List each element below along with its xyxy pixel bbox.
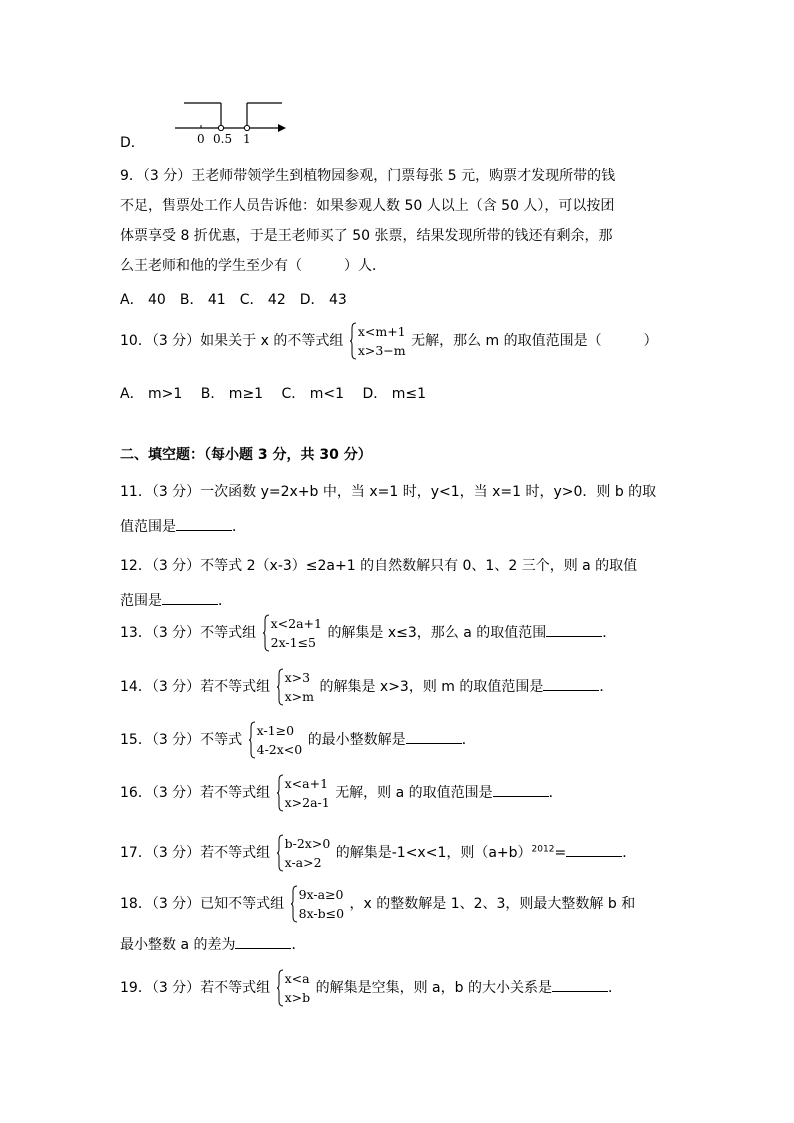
q15-post: 的最小整数解是 xyxy=(307,732,406,748)
q19-answer-blank[interactable] xyxy=(552,977,608,992)
q19-inequality-system xyxy=(276,969,311,1007)
q9-options: A． 40 B． 41 C． 42 D． 43 xyxy=(120,292,347,308)
brace-icon xyxy=(276,834,284,872)
q14-row-2: x>m xyxy=(284,689,315,704)
q18-answer-blank[interactable] xyxy=(235,934,291,949)
q15-row-2: 4-2x<0 xyxy=(256,742,303,757)
q9-line-4-post: ）人． xyxy=(344,258,386,274)
q13-inequality-system xyxy=(262,614,322,652)
q9-line-3: 体票享受 8 折优惠，于是王老师买了 50 张票，结果发现所带的钱还有剩余，那 xyxy=(120,228,613,244)
q19-row-2: x>b xyxy=(284,990,311,1005)
q13-row-2: 2x-1≤5 xyxy=(270,635,317,650)
brace-icon xyxy=(276,668,284,706)
q19-pre: 19．（3 分）若不等式组 xyxy=(120,980,271,996)
q12-line-2 xyxy=(120,590,232,611)
q10-pre: 10．（3 分）如果关于 x 的不等式组 xyxy=(120,333,344,349)
q11-line-2-post: ． xyxy=(232,519,246,535)
brace-icon xyxy=(276,969,284,1007)
q12-line-1: 12．（3 分）不等式 2（x-3）≤2a+1 的自然数解只有 0、1、2 三个，则 a 的取值 xyxy=(120,558,638,574)
q10-row-2: x>3−m xyxy=(357,343,406,358)
q17-post: 的解集是-1<x<1，则（a+b） xyxy=(335,845,532,861)
q13-pre: 13．（3 分）不等式组 xyxy=(120,625,257,641)
q10-options: A． m>1 B． m≥1 C． m<1 D． m≤1 xyxy=(120,386,426,402)
q11-line-2 xyxy=(120,516,246,537)
q16-line xyxy=(120,774,563,812)
q18-line-2 xyxy=(120,934,305,955)
q11-answer-blank[interactable] xyxy=(176,516,232,531)
tick-label-0: 0 xyxy=(197,132,205,146)
q18-pre: 18．（3 分）已知不等式组 xyxy=(120,896,285,912)
q16-pre: 16．（3 分）若不等式组 xyxy=(120,785,271,801)
q16-end: ． xyxy=(548,785,563,801)
brace-icon xyxy=(248,721,256,759)
q15-pre: 15．（3 分）不等式 xyxy=(120,732,243,748)
q18-row-1: 9x-a≥0 xyxy=(298,887,344,902)
q9-line-4-pre: 么王老师和他的学生至少有（ xyxy=(120,258,302,274)
brace-icon xyxy=(262,614,270,652)
open-point-half xyxy=(218,125,223,130)
q18-post: ，x 的整数解是 1、2、3，则最大整数解 b 和 xyxy=(349,896,636,912)
q18-line-2-post: ． xyxy=(291,937,306,953)
q9-line-4 xyxy=(120,256,386,276)
q15-row-1: x-1≥0 xyxy=(256,723,295,738)
q17-line xyxy=(120,834,636,872)
tick-label-0-5: 0.5 xyxy=(213,132,233,146)
q12-line-2-post: ． xyxy=(218,593,232,609)
q19-line xyxy=(120,969,622,1007)
q13-answer-blank[interactable] xyxy=(546,622,602,637)
q17-row-1: b-2x>0 xyxy=(284,836,331,851)
q12-line-2-pre: 范围是 xyxy=(120,593,162,609)
q19-end: ． xyxy=(607,980,622,996)
q13-line xyxy=(120,614,616,652)
q17-inequality-system xyxy=(276,834,331,872)
q18-inequality-system xyxy=(290,885,344,923)
q14-end: ． xyxy=(599,679,614,695)
q18-line-1 xyxy=(120,885,635,923)
number-line-arrow xyxy=(278,124,286,132)
brace-icon xyxy=(349,322,357,360)
q14-line xyxy=(120,668,613,706)
q18-line-2-pre: 最小整数 a 的差为 xyxy=(120,937,236,953)
brace-icon xyxy=(276,774,284,812)
q13-end: ． xyxy=(602,625,617,641)
q16-row-2: x>2a-1 xyxy=(284,795,330,810)
q14-pre: 14．（3 分）若不等式组 xyxy=(120,679,271,695)
q9-line-1: 9．（3 分）王老师带领学生到植物园参观，门票每张 5 元，购票才发现所带的钱 xyxy=(120,168,616,184)
section-2-title: 二、填空题：（每小题 3 分，共 30 分） xyxy=(120,447,372,463)
q10-post: 无解，那么 m 的取值范围是（ xyxy=(411,333,602,349)
q11-line-1: 11．（3 分）一次函数 y=2x+b 中，当 x=1 时，y<1，当 x=1 时，y>0．则 b 的取 xyxy=(120,484,657,500)
q11-line-2-pre: 值范围是 xyxy=(120,519,176,535)
tick-label-1: 1 xyxy=(243,132,251,146)
q14-answer-blank[interactable] xyxy=(543,676,599,691)
q10-row-1: x<m+1 xyxy=(357,324,406,339)
q16-inequality-system xyxy=(276,774,330,812)
q14-inequality-system xyxy=(276,668,314,706)
q15-inequality-system xyxy=(248,721,303,759)
q19-post: 的解集是空集，则 a，b 的大小关系是 xyxy=(315,980,552,996)
q14-post: 的解集是 x>3，则 m 的取值范围是 xyxy=(319,679,544,695)
q16-answer-blank[interactable] xyxy=(493,782,549,797)
q10-inequality-system xyxy=(349,322,406,360)
q10-close: ） xyxy=(643,333,658,349)
q17-answer-blank[interactable] xyxy=(566,842,622,857)
q13-row-1: x<2a+1 xyxy=(270,616,322,631)
q9-line-2: 不足，售票处工作人员告诉他：如果参观人数 50 人以上（含 50 人），可以按团 xyxy=(120,198,615,214)
q17-pre: 17．（3 分）若不等式组 xyxy=(120,845,271,861)
q17-exponent: 2012 xyxy=(531,844,555,855)
q19-row-1: x<a xyxy=(284,971,310,986)
q18-row-2: 8x-b≤0 xyxy=(298,906,345,921)
open-point-one xyxy=(244,125,249,130)
q14-row-1: x>3 xyxy=(284,670,311,685)
q10-line xyxy=(120,322,658,360)
q17-end: ． xyxy=(622,845,637,861)
q16-row-1: x<a+1 xyxy=(284,776,329,791)
q17-row-2: x-a>2 xyxy=(284,855,322,870)
brace-icon xyxy=(290,885,298,923)
q15-line xyxy=(120,721,476,759)
q15-end: ． xyxy=(461,732,476,748)
q16-post: 无解，则 a 的取值范围是 xyxy=(335,785,493,801)
q15-answer-blank[interactable] xyxy=(406,729,462,744)
q13-post: 的解集是 x≤3，那么 a 的取值范围 xyxy=(327,625,547,641)
q8-option-d-label: D． xyxy=(120,135,145,151)
q17-eq: = xyxy=(554,845,567,861)
q12-answer-blank[interactable] xyxy=(162,590,218,605)
